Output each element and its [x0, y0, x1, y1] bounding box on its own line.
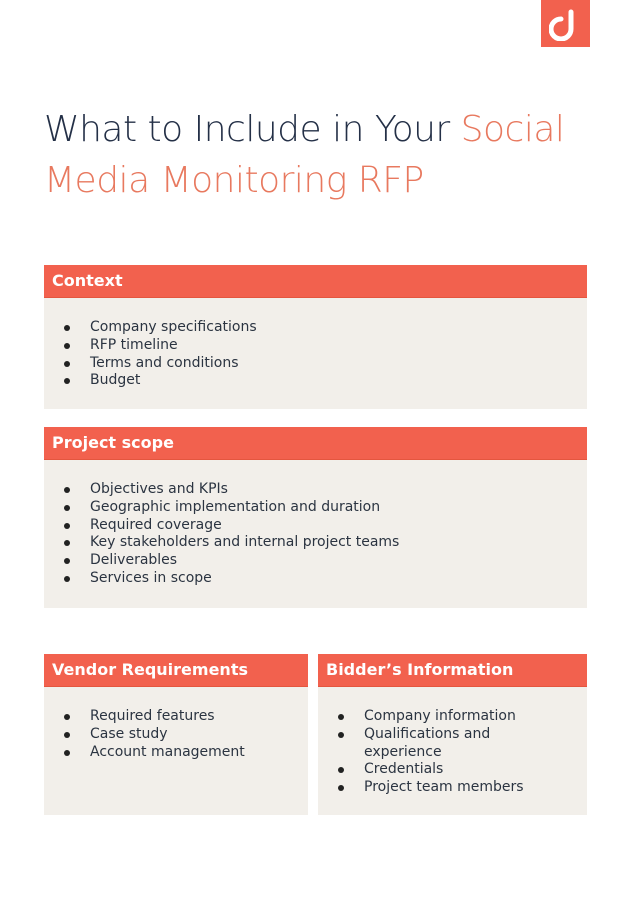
list-item: Credentials: [336, 761, 536, 779]
list-item: Key stakeholders and internal project teams: [62, 534, 562, 552]
list-item: Qualifications and experience: [336, 726, 536, 762]
project-scope-card: [44, 427, 587, 608]
list-item: RFP timeline: [62, 337, 562, 355]
list-item: Account management: [62, 744, 302, 762]
vendor-requirements-card: [44, 654, 308, 815]
brand-logo: [541, 0, 590, 47]
vendor-requirements-heading: Vendor Requirements: [44, 654, 308, 686]
list-item: Required features: [62, 708, 302, 726]
list-item: Budget: [62, 372, 562, 390]
list-item: Required coverage: [62, 517, 562, 535]
project-scope-heading: Project scope: [44, 427, 587, 459]
vendor-requirements-list: [62, 708, 302, 761]
list-item: Company information: [336, 708, 536, 726]
list-item: Company specifications: [62, 319, 562, 337]
context-list: [62, 319, 562, 390]
bidder-information-heading: Bidder’s Information: [318, 654, 587, 686]
list-item: Terms and conditions: [62, 355, 562, 373]
bidder-information-list: [336, 708, 536, 797]
context-card: [44, 265, 587, 409]
context-heading: Context: [44, 265, 587, 297]
title-part-dark: What to Include in Your: [44, 109, 461, 150]
bidder-information-card: [318, 654, 587, 815]
title-part-accent: Social Media Monitoring RFP: [44, 109, 565, 201]
page-title: [44, 104, 604, 206]
list-item: Objectives and KPIs: [62, 481, 562, 499]
brand-logo-icon: [549, 7, 583, 41]
list-item: Services in scope: [62, 570, 562, 588]
list-item: Project team members: [336, 779, 536, 797]
list-item: Deliverables: [62, 552, 562, 570]
list-item: Case study: [62, 726, 302, 744]
project-scope-list: [62, 481, 562, 588]
list-item: Geographic implementation and duration: [62, 499, 562, 517]
